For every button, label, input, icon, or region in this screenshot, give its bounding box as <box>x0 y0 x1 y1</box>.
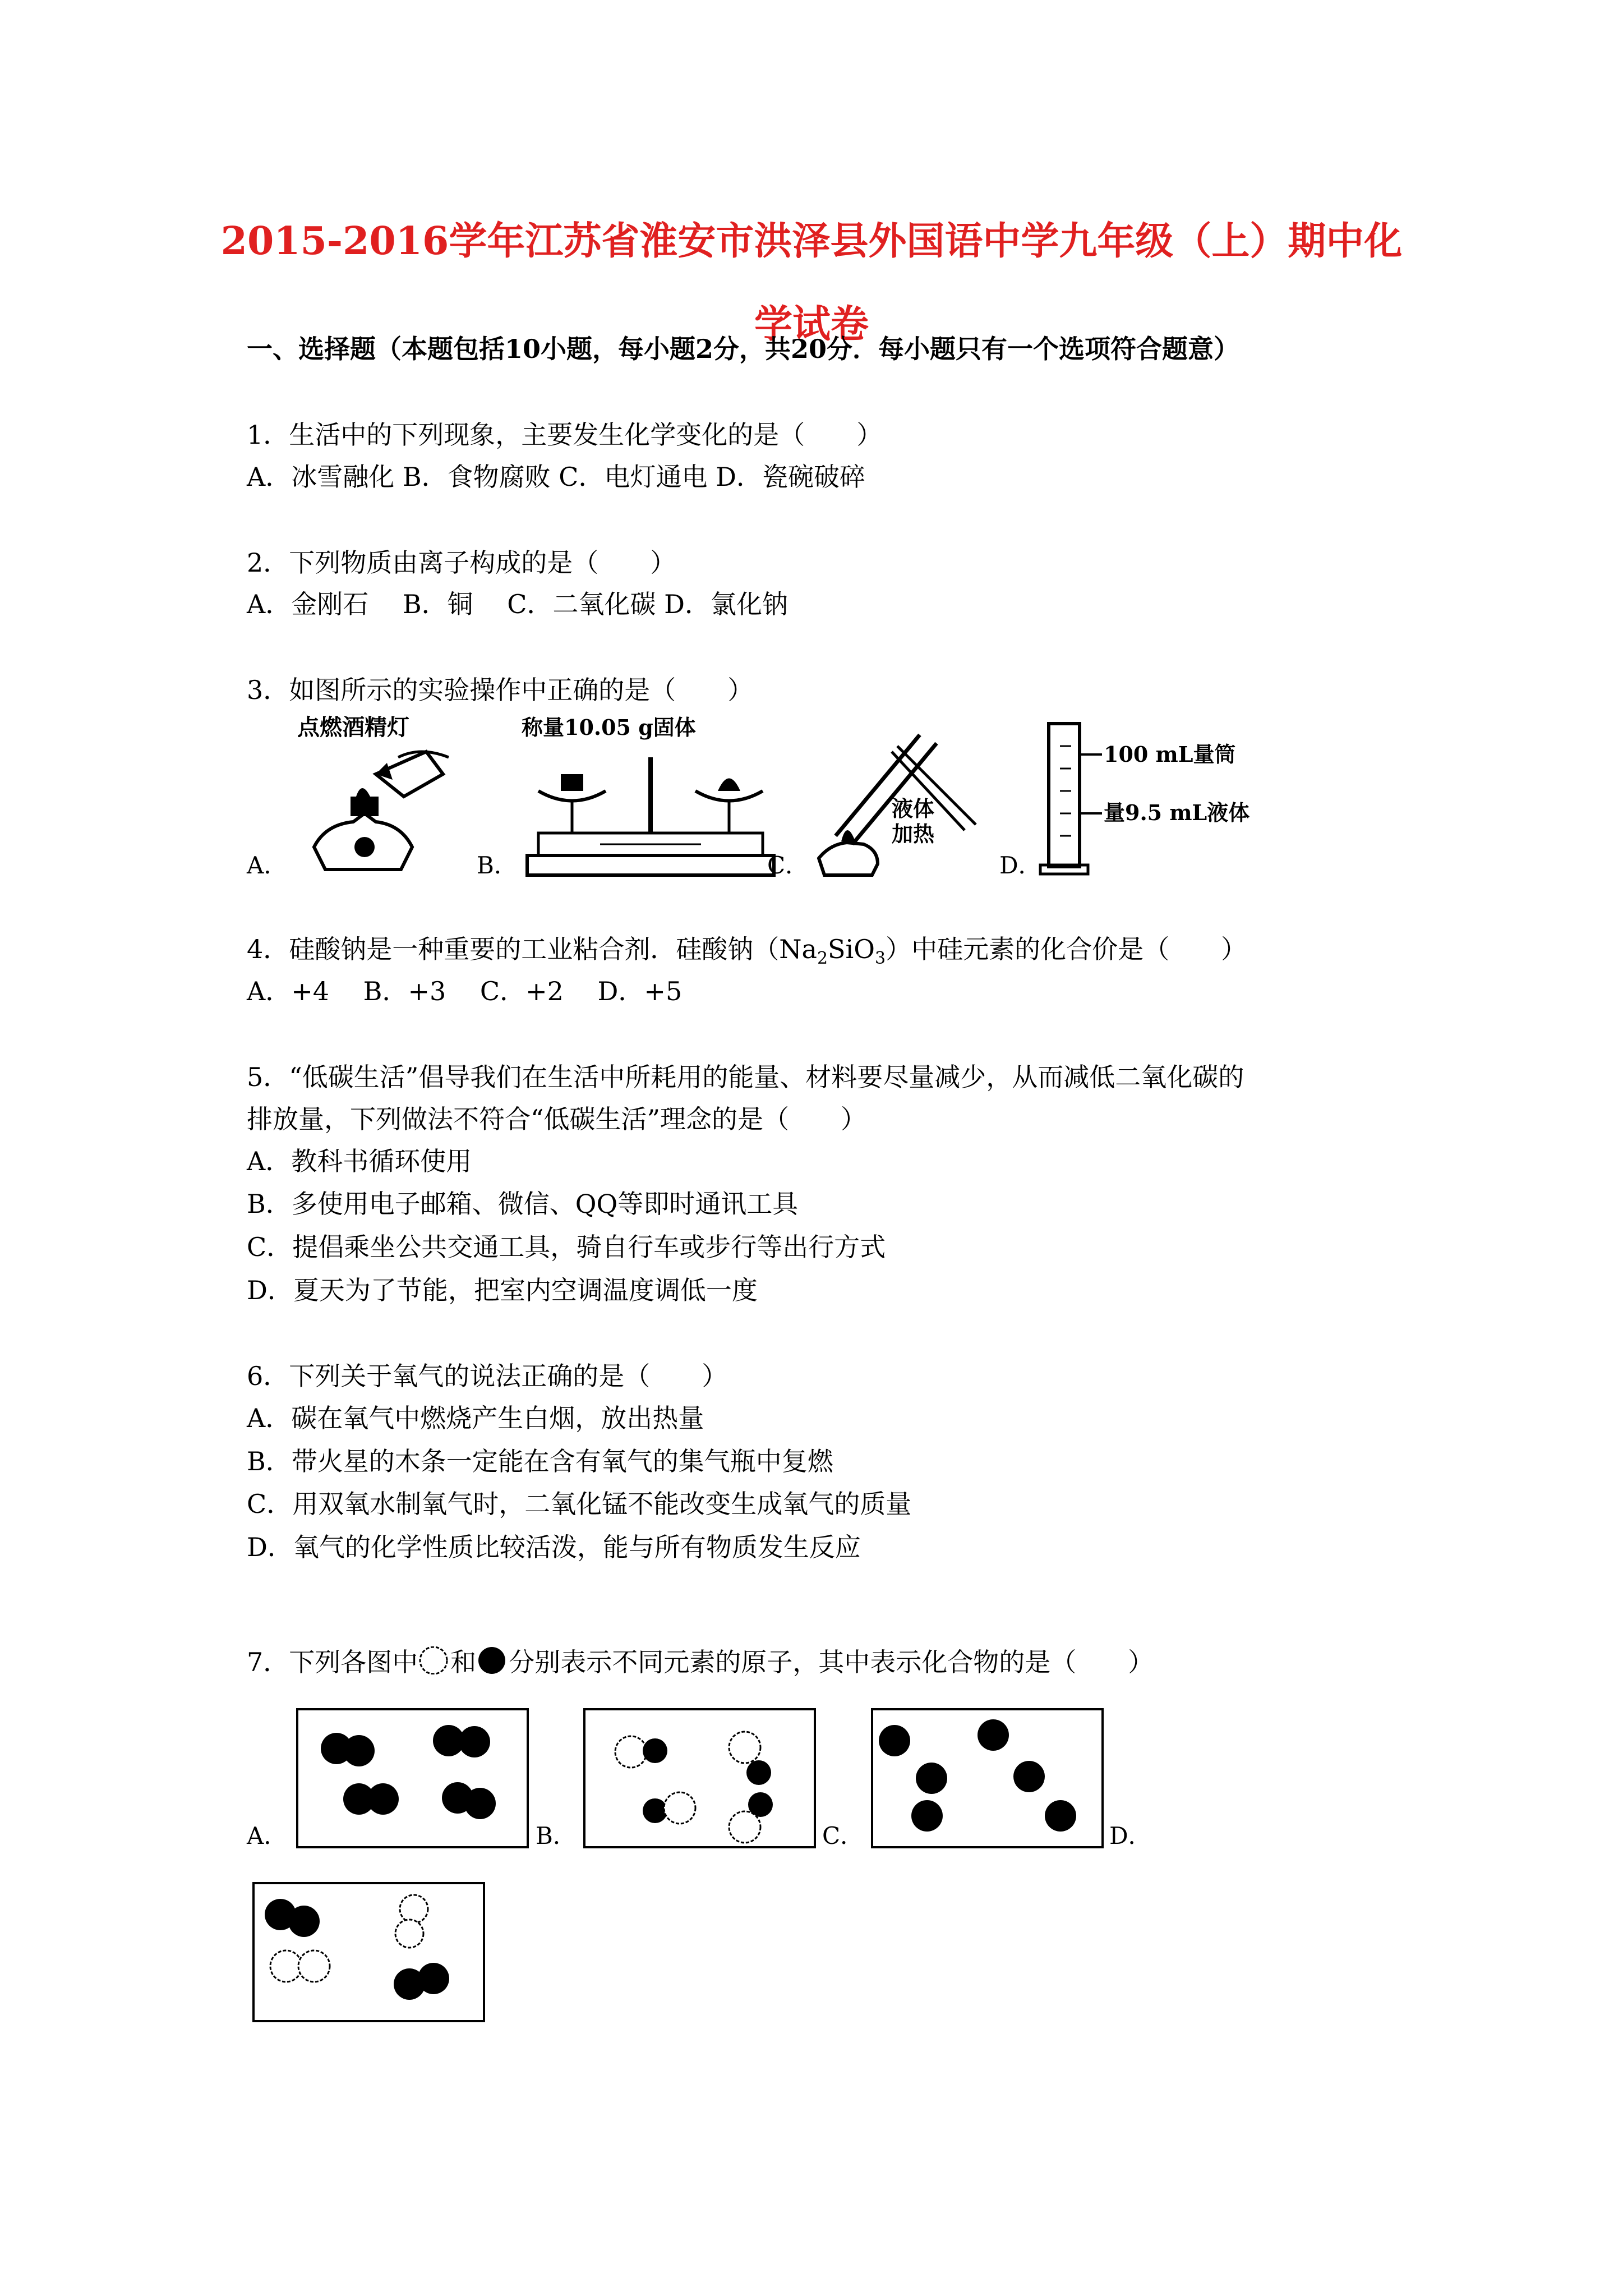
q3-image-a-caption: 点燃酒精灯 <box>297 714 409 740</box>
q7-box-d <box>252 1882 485 2022</box>
white-atom-icon <box>418 1646 450 1674</box>
q3-image-b-caption: 称量10.05 g固体 <box>522 715 696 740</box>
q4-stem <box>247 932 1247 976</box>
q5-stem-line2: 排放量，下列做法不符合“低碳生活”理念的是（ ） <box>247 1104 867 1134</box>
q4-stem-post: ）中硅元素的化合价是（ ） <box>886 934 1247 964</box>
q3-label-b: B． <box>477 852 518 879</box>
q3-image-c-caption1: 液体 <box>892 796 935 821</box>
q3-stem: 3．如图所示的实验操作中正确的是（ ） <box>247 675 754 705</box>
exam-title-line1: 2015-2016学年江苏省淮安市洪泽县外国语中学九年级（上）期中化 <box>220 219 1403 264</box>
q3-image-d-caption1: 100 mL量筒 <box>1104 742 1236 767</box>
q2-options: A．金刚石 B．铜 C．二氧化碳 D．氯化钠 <box>247 589 788 619</box>
q3-label-d: D． <box>999 852 1042 879</box>
q1-stem: 1．生活中的下列现象，主要发生化学变化的是（ ） <box>247 420 883 450</box>
q6-stem: 6．下列关于氧气的说法正确的是（ ） <box>247 1361 728 1391</box>
q4-stem-mid: SiO <box>828 934 875 964</box>
q7-label-b: B． <box>536 1822 577 1849</box>
q4-options: A．+4 B．+3 C．+2 D．+5 <box>247 976 683 1006</box>
q3-image-b <box>516 712 785 881</box>
q3-image-d-caption2: 量9.5 mL液体 <box>1104 800 1250 825</box>
q3-image-c <box>808 718 998 881</box>
q7-stem-pre: 7．下列各图中 <box>247 1647 418 1677</box>
q5-stem-line1: 5．“低碳生活”倡导我们在生活中所耗用的能量、材料要尽量减少，从而减低二氧化碳的 <box>247 1062 1244 1092</box>
q4-sub-3: 3 <box>874 949 886 968</box>
q5-option-c: C．提倡乘坐公共交通工具，骑自行车或步行等出行方式 <box>247 1232 886 1262</box>
q6-option-b: B．带火星的木条一定能在含有氧气的集气瓶中复燃 <box>247 1446 833 1476</box>
q3-label-c: C． <box>767 852 809 879</box>
q5-option-b: B．多使用电子邮箱、微信、QQ等即时通讯工具 <box>247 1189 799 1219</box>
q6-option-a: A．碳在氧气中燃烧产生白烟，放出热量 <box>247 1403 704 1433</box>
q3-image-d <box>1038 712 1273 881</box>
exam-title-line2: 学试卷 <box>754 302 869 347</box>
q7-label-d: D． <box>1109 1822 1152 1849</box>
q4-sub-2: 2 <box>817 949 828 968</box>
q5-option-a: A．教科书循环使用 <box>247 1146 472 1176</box>
q6-option-d: D．氧气的化学性质比较活泼，能与所有物质发生反应 <box>247 1532 861 1562</box>
q7-label-a: A． <box>247 1822 288 1849</box>
q5-option-d: D．夏天为了节能，把室内空调温度调低一度 <box>247 1275 758 1305</box>
q3-label-a: A． <box>247 852 288 879</box>
q7-box-c <box>871 1708 1104 1848</box>
q7-stem-mid: 和 <box>450 1647 477 1677</box>
q7-stem <box>247 1645 1154 1679</box>
q7-box-b <box>583 1708 816 1848</box>
q7-box-a <box>296 1708 529 1848</box>
q3-image-a <box>292 712 460 881</box>
q4-stem-pre: 4．硅酸钠是一种重要的工业粘合剂．硅酸钠（Na <box>247 934 817 964</box>
q3-image-c-caption2: 加热 <box>892 821 935 846</box>
section-heading: 一、选择题（本题包括10小题，每小题2分，共20分．每小题只有一个选项符合题意） <box>247 334 1240 364</box>
q7-label-c: C． <box>822 1822 864 1849</box>
q1-options: A．冰雪融化 B．食物腐败 C．电灯通电 D．瓷碗破碎 <box>247 462 865 492</box>
q7-stem-post: 分别表示不同元素的原子，其中表示化合物的是（ ） <box>509 1647 1154 1677</box>
q6-option-c: C．用双氧水制氧气时，二氧化锰不能改变生成氧气的质量 <box>247 1489 912 1519</box>
q2-stem: 2．下列物质由离子构成的是（ ） <box>247 547 676 578</box>
black-atom-icon <box>476 1646 509 1674</box>
